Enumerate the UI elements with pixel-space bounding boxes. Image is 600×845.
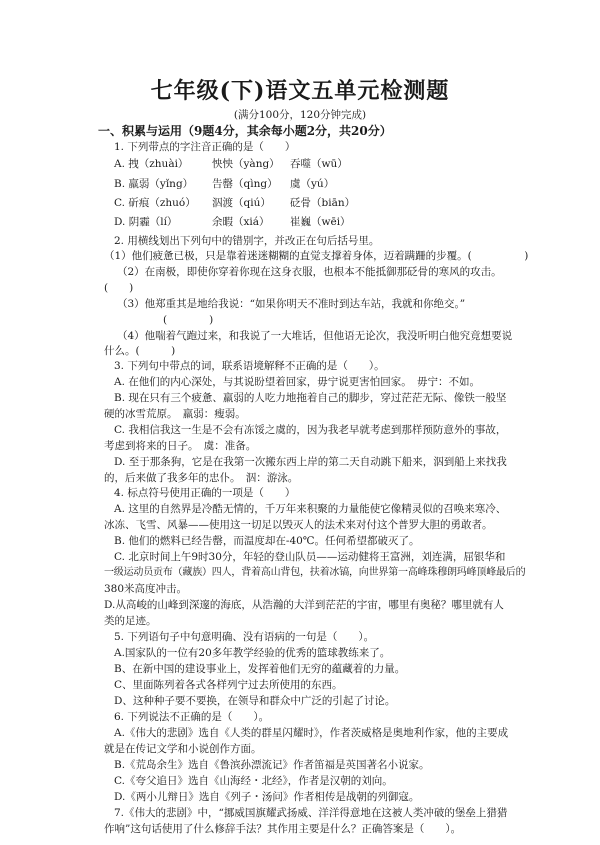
q1-row1-col3: 吞噬（wū） bbox=[290, 158, 348, 170]
q2-sentence3-blank: ( ) bbox=[163, 314, 214, 326]
q4-option-a-cont: 冰冻、飞雪、风暴——使用这一切足以毁灭人的法术来对付这个普罗大胆的勇敢者。 bbox=[104, 519, 493, 531]
q3-option-b-cont: 硬的冰雪荒原。 羸弱：瘦弱。 bbox=[104, 408, 246, 420]
q1-row4-col3: 崔巍（wēi） bbox=[290, 216, 351, 228]
q5-option-d: D、这种种子要不要换，在领导和群众中广泛的引起了讨论。 bbox=[114, 695, 396, 707]
section-heading: 一、积累与运用（9题4分，其余每小题2分，共20分） bbox=[98, 124, 392, 138]
q1-row3-col1: C. 斫痕（zhuó） bbox=[114, 197, 196, 209]
q5-option-c: C、里面陈列着各式各样列宁过去所使用的东西。 bbox=[114, 679, 343, 691]
q4-option-a: A. 这里的自然界是冷酷无情的，千万年来积聚的力量能使它像精灵似的召唤来寒冷、 bbox=[114, 503, 507, 515]
q3-option-a: A. 在他们的内心深处，与其说盼望着回家，毋宁说更害怕回家。 毋宁：不如。 bbox=[114, 376, 481, 388]
page-title: 七年级(下)语文五单元检测题 bbox=[150, 78, 450, 104]
q5-option-b: B、在新中国的建设事业上，发挥着他们无穷的蕴藏着的力量。 bbox=[114, 663, 406, 675]
q6-option-a-cont: 就是在传记文学和小说创作方面。 bbox=[104, 743, 262, 755]
q7-stem: 7.《伟大的悲剧》中，“挪威国旗耀武扬威、洋洋得意地在这被人类冲破的堡垒上猎猎 bbox=[114, 807, 508, 819]
q1-row4-col2: 余暇（xiá） bbox=[212, 216, 270, 228]
q4-option-c-cont2: 380米高度冲击。 bbox=[104, 583, 188, 595]
q7-stem-cont: 作响”这句话使用了什么修辞手法？其作用主要是什么？正确答案是（ ）。 bbox=[104, 823, 462, 835]
q3-option-c: C. 我相信我这一生是不会有冻馁之虞的，因为我老早就考虑到那样预防意外的事故， bbox=[114, 424, 507, 436]
q4-option-c-cont: 一级运动员贡布（藏族）四人，背着高山背包，扶着冰镐，向世界第一高峰珠穆朗玛峰顶峰最后的 bbox=[104, 567, 526, 578]
q2-sentence4: （4）他喘着气跑过来，和我说了一大堆话，但他语无论次，我没听明白他究竟想要说 bbox=[117, 330, 513, 342]
q1-row3-col3: 砭骨（biān） bbox=[290, 197, 356, 209]
q4-stem: 4. 标点符号使用正确的一项是（ ） bbox=[114, 487, 296, 499]
q6-option-c: C.《夸父追日》选自《山海经・北经》，作者是汉朝的刘向。 bbox=[114, 775, 393, 787]
q3-option-d-cont: 的，后来做了我多年的忠仆。 泅：游泳。 bbox=[104, 472, 299, 484]
q4-option-d: D.从高峻的山峰到深邃的海底，从浩瀚的大洋到茫茫的宇宙，哪里有奥秘？哪里就有人 bbox=[104, 599, 504, 611]
page-subtitle: (满分100分，120分钟完成) bbox=[233, 109, 367, 121]
q3-option-c-cont: 考虑到将来的日子。 虞：准备。 bbox=[104, 440, 257, 452]
q4-option-c: C. 北京时间上午9时30分，年轻的登山队员——运动健将王富洲，刘连满，屈银华和 bbox=[114, 551, 506, 563]
q2-sentence2-blank: ( ) bbox=[104, 282, 134, 294]
q1-row2-col2: 告罄（qìng） bbox=[212, 178, 278, 190]
q2-stem: 2. 用横线划出下列句中的错别字，并改正在句后括号里。 bbox=[114, 235, 380, 247]
q1-row4-col1: D. 阴霾（lí） bbox=[114, 216, 178, 228]
q1-row2-col1: B. 羸弱（yǐng） bbox=[114, 178, 194, 190]
q4-option-b: B. 他们的燃料已经告罄，而温度却在-40℃。任何希望都破灭了。 bbox=[114, 535, 420, 547]
q2-sentence2: （2）在南极，即使你穿着你现在这身衣服，也根本不能抵御那砭骨的寒风的攻击。 bbox=[117, 266, 502, 278]
q1-stem: 1. 下列带点的字注音正确的是（ ） bbox=[114, 141, 296, 153]
q1-row3-col2: 泅渡（qiú） bbox=[212, 197, 271, 209]
q5-option-a: A.国家队的一位有20多年教学经验的优秀的篮球教练来了。 bbox=[114, 647, 391, 659]
q6-option-d: D.《两小儿辩日》选自《列子・汤问》作者相传是战朝的列御寇。 bbox=[114, 791, 420, 803]
q3-stem: 3. 下列句中带点的词，联系语境解释不正确的是（ ）。 bbox=[114, 360, 385, 372]
q1-row1-col1: A. 拽（zhuài） bbox=[114, 158, 189, 170]
q3-option-b: B. 现在只有三个疲惫、羸弱的人吃力地拖着自己的脚步，穿过茫茫无际、像铁一般坚 bbox=[114, 392, 507, 404]
q6-option-a: A.《伟大的悲剧》选自《人类的群星闪耀时》，作者茨威格是奥地利作家，他的主要成 bbox=[114, 727, 509, 739]
q6-stem: 6. 下列说法不正确的是（ ）。 bbox=[114, 711, 270, 723]
q1-row1-col2: 怏怏（yàng） bbox=[212, 158, 280, 170]
q6-option-b: B.《荒岛余生》选自《鲁滨孙漂流记》作者笛福是英国著名小说家。 bbox=[114, 759, 430, 771]
q2-sentence1: （1）他们疲惫已极，只是靠着迷迷糊糊的直觉支撑着身体，迈着蹒跚的步覆。( ) bbox=[104, 250, 529, 262]
q2-sentence3: （3）他郑重其是地给我说：“如果你明天不准时到达车站，我就和你绝交。” bbox=[117, 298, 466, 310]
q5-stem: 5. 下列语句子中句意明确、没有语病的一句是（ ）。 bbox=[114, 631, 375, 643]
q2-sentence4-cont: 什么。( ) bbox=[104, 345, 176, 357]
q3-option-d: D. 至于那条狗，它是在我第一次搬东西上岸的第二天自动跳下船来，泅到船上来找我 bbox=[114, 456, 507, 468]
q4-option-d-cont: 类的足迹。 bbox=[104, 615, 157, 627]
q1-row2-col3: 虞（yú） bbox=[290, 178, 335, 190]
